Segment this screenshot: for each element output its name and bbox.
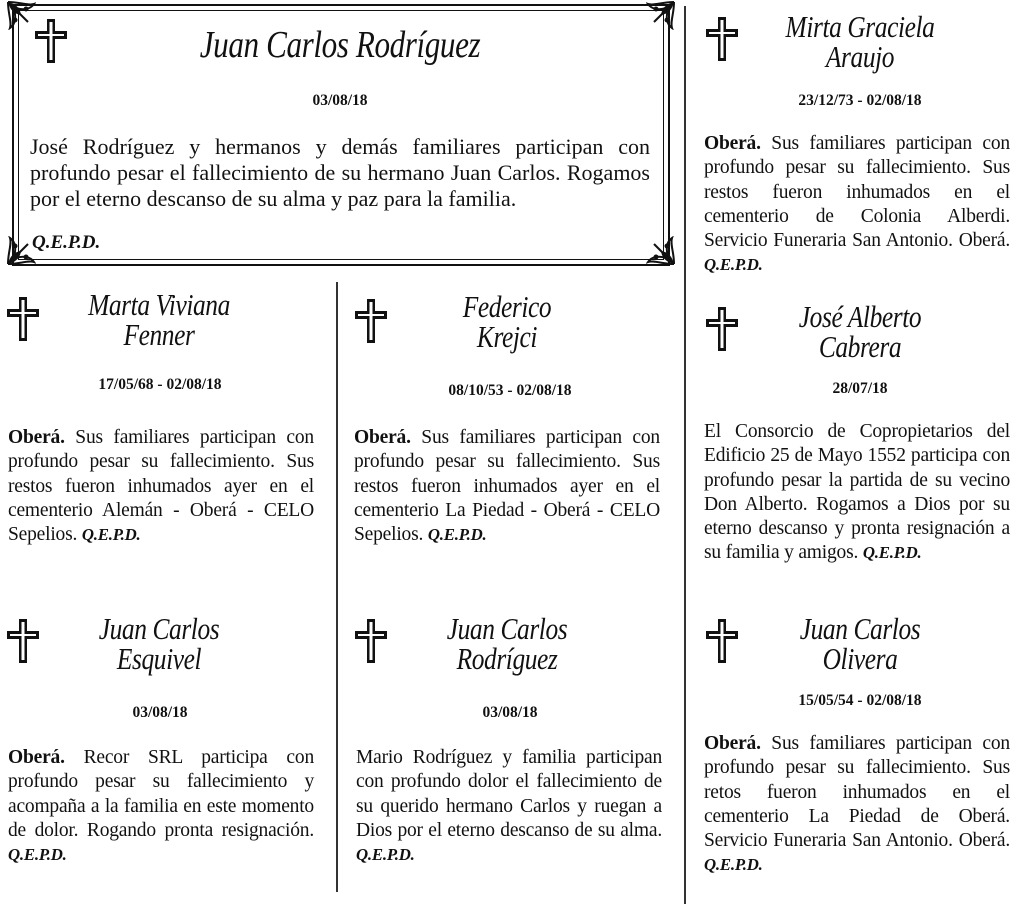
deceased-name: Juan Carlos Rodríguez <box>199 24 481 66</box>
notice-date: 15/05/54 - 02/08/18 <box>798 692 922 709</box>
notice-date: 08/10/53 - 02/08/18 <box>448 382 572 399</box>
obituary-notice-featured <box>0 0 680 272</box>
obituary-notice <box>0 606 330 906</box>
notice-text: El Consorcio de Copropietarios del Edificio 25 de Mayo 1552 participa con profundo pesar la partida de su vecino Don Alberto. Rogamos a Dios por su eterno descanso y pronta resignación a su familia y amigos. Q.E.P.D. <box>704 421 1010 564</box>
obituary-notice <box>700 300 1018 600</box>
notice-text: Oberá. Sus familiares participan con profundo pesar su fallecimiento. Sus retos fueron inhumados en el cementerio La Piedad de Oberá. Servicio Funeraria San Antonio. Oberá. Q.E.P.D. <box>704 733 1010 875</box>
column-divider <box>684 6 686 904</box>
deceased-name: Juan Carlos Esquivel <box>98 611 220 676</box>
obituary-notice <box>700 612 1018 902</box>
ornament-corner-icon <box>6 0 36 30</box>
notice-date: 28/07/18 <box>832 380 888 397</box>
notice-date: 03/08/18 <box>312 92 368 109</box>
notice-text: Oberá. Sus familiares participan con profundo pesar su fallecimiento. Sus restos fueron inhumados ayer en el cementerio Alemán - Oberá - CELO Sepelios. Q.E.P.D. <box>8 427 314 546</box>
column-divider <box>336 282 338 892</box>
cross-icon <box>705 618 739 664</box>
obituary-notice <box>700 0 1018 290</box>
notice-date: 03/08/18 <box>132 704 188 721</box>
cross-icon <box>705 16 739 62</box>
notice-text: José Rodríguez y hermanos y demás familiares participan con profundo pesar el fallecimiento de su hermano Juan Carlos. Rogamos por el eterno descanso de su alma y paz para la familia. <box>30 134 650 211</box>
deceased-name: Juan Carlos Rodríguez <box>446 611 568 676</box>
obituary-notice <box>346 606 676 906</box>
cross-icon <box>354 618 388 664</box>
deceased-name: Federico Krejci <box>462 289 552 354</box>
obituary-notice <box>346 286 676 586</box>
cross-icon <box>705 306 739 352</box>
notice-text: Oberá. Sus familiares participan con profundo pesar su fallecimiento. Sus restos fueron inhumados en el cementerio de Colonia Alberdi. Servicio Funeraria San Antonio. Oberá. Q.E.P.D. <box>704 133 1010 275</box>
ornament-corner-icon <box>646 0 676 30</box>
cross-icon <box>354 298 388 344</box>
notice-text: Oberá. Sus familiares participan con profundo pesar su fallecimiento. Sus restos fueron inhumados ayer en el cementerio La Piedad - Oberá - CELO Sepelios. Q.E.P.D. <box>354 427 660 546</box>
notice-text: Oberá. Recor SRL participa con profundo pesar su fallecimiento y acompaña a la familia en este momento de dolor. Rogando pronta resignación. Q.E.P.D. <box>8 747 314 865</box>
deceased-name: Juan Carlos Olivera <box>799 611 921 676</box>
deceased-name: Mirta Graciela Araujo <box>785 9 935 74</box>
deceased-name: Marta Viviana Fenner <box>88 287 230 352</box>
notice-date: 03/08/18 <box>482 704 538 721</box>
notice-closing: Q.E.P.D. <box>32 232 101 253</box>
obituary-notice <box>0 286 330 586</box>
notice-date: 17/05/68 - 02/08/18 <box>98 376 222 393</box>
deceased-name: José Alberto Cabrera <box>798 299 922 364</box>
cross-icon <box>6 296 40 342</box>
ornament-corner-icon <box>646 236 676 266</box>
cross-icon <box>6 618 40 664</box>
cross-icon <box>34 18 68 64</box>
notice-text: Mario Rodríguez y familia participan con profundo dolor el fallecimiento de su querido hermano Carlos y ruegan a Dios por el eterno descanso de su alma. Q.E.P.D. <box>356 747 662 865</box>
notice-date: 23/12/73 - 02/08/18 <box>798 92 922 109</box>
